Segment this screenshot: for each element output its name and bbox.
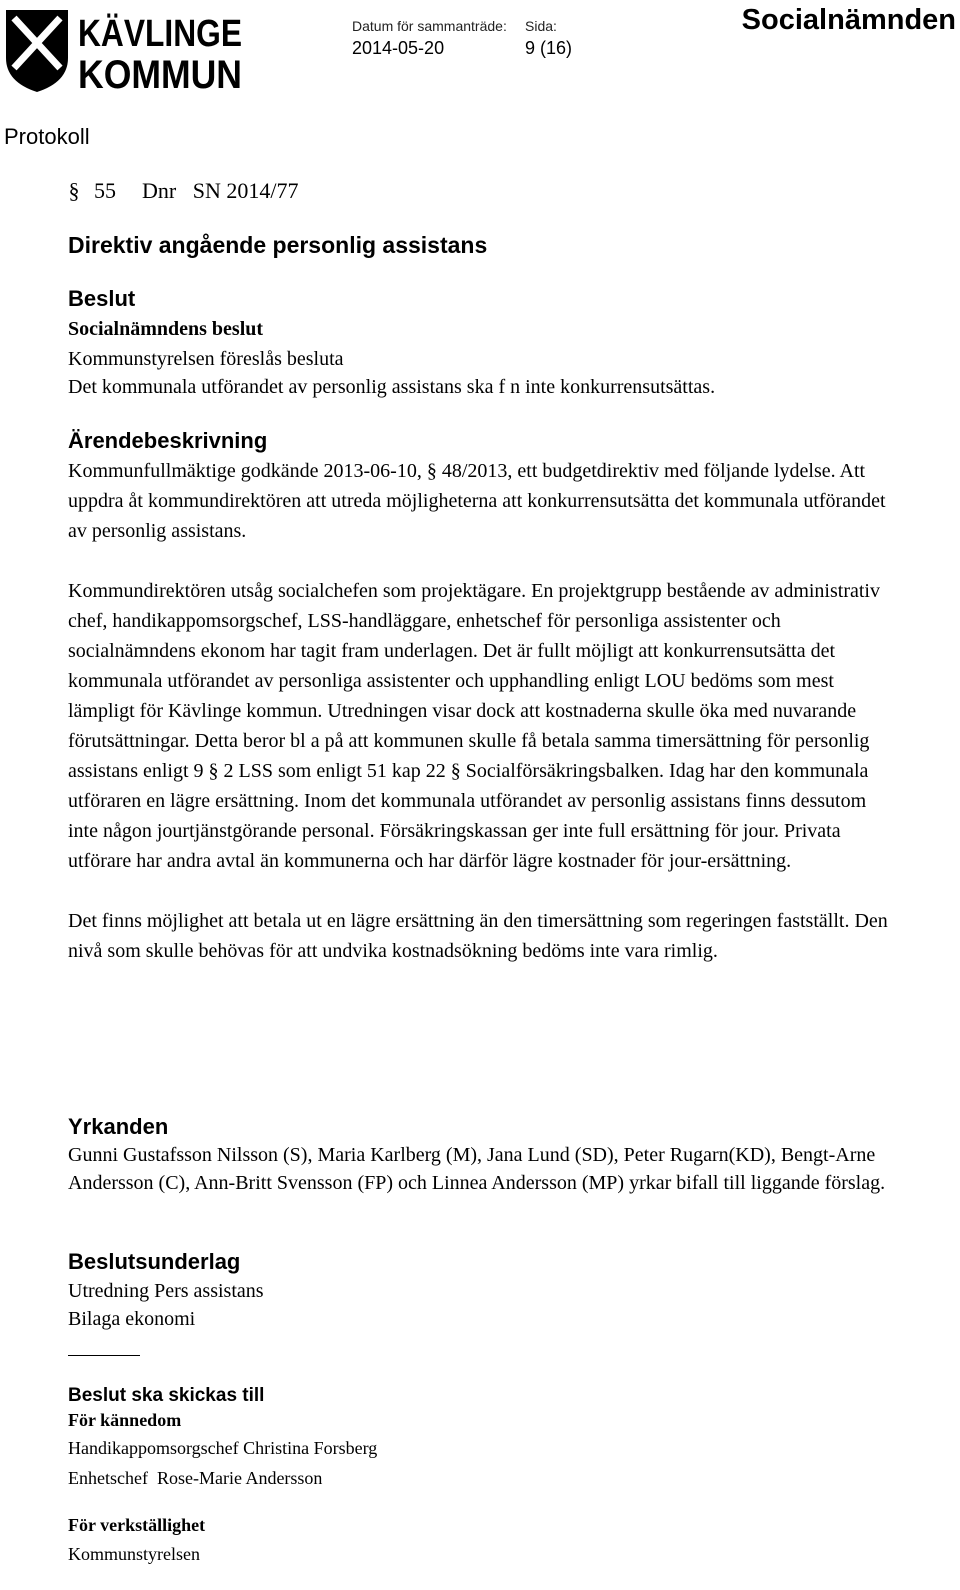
underlag-item: Utredning Pers assistans [68, 1280, 264, 1302]
date-value: 2014-05-20 [352, 38, 445, 58]
beslut-line: Det kommunala utförandet av personlig assistans ska f n inte konkurrensutsättas. [68, 376, 716, 398]
dnr: Dnr SN 2014/77 [142, 178, 299, 203]
page-label: Sida: [525, 18, 557, 34]
logo-line-1: KÄVLINGE [78, 13, 275, 55]
case-number: 55 [94, 178, 116, 203]
underlag-item: Bilaga ekonomi [68, 1308, 196, 1330]
arendebeskrivning-body [68, 456, 888, 966]
logo-line-2: KOMMUN [78, 53, 242, 97]
department-name: Socialnämnden [741, 4, 956, 36]
section-sign: § [68, 178, 80, 203]
yrkanden-heading: Yrkanden [68, 1114, 169, 1139]
divider [68, 1355, 140, 1356]
document-type: Protokoll [4, 124, 90, 149]
paragraph: Kommunfullmäktige godkände 2013-06-10, § 48/2013, ett budgetdirektiv med följande lydelse. Att uppdra åt kommundirektören att utreda möjligheterna att konkurrensutsätta det kommunala utförandet av personlig assistans. [68, 460, 886, 542]
beslut-subheading: Socialnämndens beslut [68, 318, 264, 340]
recipient: Enhetschef Rose-Marie Andersson [68, 1468, 323, 1488]
beslut-heading: Beslut [68, 286, 136, 311]
arendebeskrivning-heading: Ärendebeskrivning [68, 428, 268, 453]
paragraph: Det finns möjlighet att betala ut en lägre ersättning än den timersättning som regeringen fastställt. Den nivå som skulle behövas för att undvika kostnadsökning bedöms inte vara rimlig. [68, 910, 888, 962]
page-number: 9 (16) [525, 38, 573, 58]
date-label: Datum för sammanträde: [352, 18, 507, 34]
case-reference [68, 178, 298, 204]
beslut-line: Kommunstyrelsen föreslås besluta [68, 348, 344, 370]
recipient: Kommunstyrelsen [68, 1544, 200, 1564]
recipient: Handikappomsorgschef Christina Forsberg [68, 1438, 378, 1458]
verkstallighet-label: För verkställighet [68, 1515, 206, 1535]
case-title: Direktiv angående personlig assistans [68, 232, 488, 258]
distribution-heading: Beslut ska skickas till [68, 1385, 265, 1406]
kannedom-label: För kännedom [68, 1410, 182, 1430]
paragraph: Kommundirektören utsåg socialchefen som projektägare. En projektgrupp bestående av administrativ chef, handikappomsorgschef, LSS-handläggare, enhetschef för personliga assistenter och socialnämndens ekonom har tagit fram underlagen. Det är fullt möjligt att konkurrensutsätta det kommunala utförandet av personliga assistenter och upphandling enligt LOU bedöms som mest lämpligt för Kävlinge kommun. Utredningen visar dock att kostnaderna skulle öka med nuvarande förutsättningar. Detta beror bl a på att kommunen skulle få betala samma timersättning för personlig assistans enligt 9 § 2 LSS som enligt 51 kap 22 § Socialförsäkringsbalken. Idag har den kommunala utföraren en lägre ersättning. Inom det kommunala utförandet av personlig assistans finns dessutom inte någon jourtjänstgörande personal. Försäkringskassan ger inte full ersättning för jour. Privata utförare har andra avtal än kommunerna och har därför lägre kostnader för jour-ersättning. [68, 580, 880, 872]
beslutsunderlag-heading: Beslutsunderlag [68, 1249, 241, 1274]
yrkanden-text: Gunni Gustafsson Nilsson (S), Maria Karlberg (M), Jana Lund (SD), Peter Rugarn(KD), Bengt-Arne Andersson (C), Ann-Britt Svensson (FP) och Linnea Andersson (MP) yrkar bifall till liggande förslag. [68, 1144, 886, 1194]
